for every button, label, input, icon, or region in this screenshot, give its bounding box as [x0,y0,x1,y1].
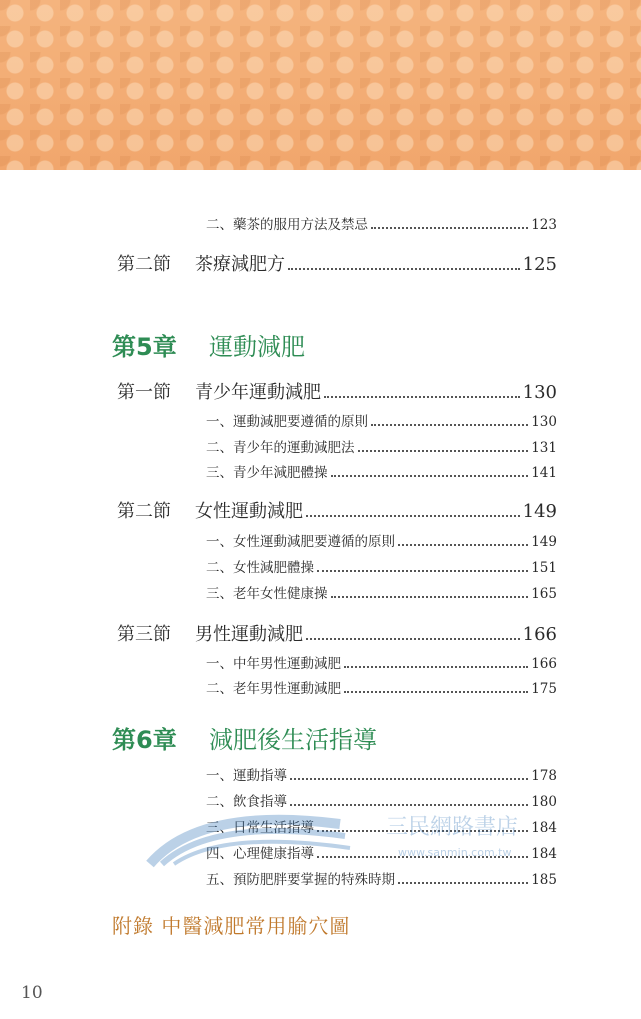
dot-leader [344,691,528,693]
toc-entry-page: 130 [531,414,557,430]
toc-section-entry[interactable] [117,497,557,523]
toc-entry-title: 二、女性減肥體操 [206,560,314,576]
dot-leader [306,515,520,517]
toc-entry-page: 185 [531,872,557,888]
toc-entry-title: 二、飲食指導 [206,794,287,810]
toc-entry-page: 131 [531,440,557,456]
section-title: 女性運動減肥 [195,501,303,522]
toc-entry-title: 一、運動指導 [206,768,287,784]
appendix-heading[interactable]: 附錄 中醫減肥常用腧穴圖 [112,914,351,938]
toc-entry-page: 180 [531,794,557,810]
section-page: 125 [522,254,557,275]
dot-leader [324,396,520,398]
dot-leader [358,450,529,452]
toc-entry[interactable] [206,213,557,233]
section-page: 166 [522,624,557,645]
dot-leader [371,227,528,229]
decorative-header-banner [0,0,641,170]
chapter-heading[interactable] [112,327,305,362]
toc-entry[interactable] [206,530,557,550]
dot-leader [398,544,528,546]
dot-leader [371,424,528,426]
chapter-title: 運動減肥 [209,333,305,361]
watermark-logo-icon [140,806,380,868]
toc-section-entry[interactable] [117,378,557,404]
toc-entry-title: 二、藥茶的服用方法及禁忌 [206,217,368,233]
toc-entry[interactable] [206,764,557,784]
page-number: 10 [21,983,43,1003]
section-page: 130 [522,382,557,403]
toc-entry-title: 二、青少年的運動減肥法 [206,440,355,456]
toc-entry[interactable] [206,868,557,888]
toc-entry-title: 三、老年女性健康操 [206,586,328,602]
toc-entry-title: 四、心理健康指導 [206,846,314,862]
dot-leader [317,570,528,572]
section-label: 第一節 [117,382,171,403]
toc-entry-title: 五、預防肥胖要掌握的特殊時期 [206,872,395,888]
toc-entry-title: 二、老年男性運動減肥 [206,681,341,697]
section-title: 茶療減肥方 [195,254,285,275]
toc-entry-title: 一、運動減肥要遵循的原則 [206,414,368,430]
toc-entry[interactable] [206,556,557,576]
toc-entry-page: 165 [531,586,557,602]
chapter-title: 減肥後生活指導 [209,726,377,754]
toc-entry-title: 一、中年男性運動減肥 [206,656,341,672]
dot-leader [306,638,520,640]
toc-entry-page: 123 [531,217,557,233]
dot-leader [398,882,528,884]
toc-entry-page: 141 [531,465,557,481]
section-label: 第二節 [117,254,171,275]
section-page: 149 [522,501,557,522]
toc-entry-page: 178 [531,768,557,784]
toc-entry[interactable] [206,582,557,602]
toc-entry[interactable] [206,461,557,481]
chapter-number: 第6章 [112,726,177,754]
chapter-number: 第5章 [112,333,177,361]
dot-leader [344,666,528,668]
toc-entry-page: 166 [531,656,557,672]
dot-leader [331,596,529,598]
chapter-heading[interactable] [112,720,377,755]
watermark [140,806,519,868]
section-title: 男性運動減肥 [195,624,303,645]
dot-leader [288,268,520,270]
toc-entry-title: 一、女性運動減肥要遵循的原則 [206,534,395,550]
watermark-url: www.sanmin.com.tw [398,846,512,859]
toc-entry-page: 184 [531,846,557,862]
dot-leader [331,475,529,477]
toc-entry-page: 151 [531,560,557,576]
toc-entry-title: 三、日常生活指導 [206,820,314,836]
toc-entry-title: 三、青少年減肥體操 [206,465,328,481]
section-title: 青少年運動減肥 [195,382,321,403]
toc-entry-page: 175 [531,681,557,697]
toc-entry[interactable] [206,677,557,697]
toc-entry[interactable] [206,652,557,672]
toc-section-entry[interactable] [117,620,557,646]
toc-entry[interactable] [206,410,557,430]
toc-entry-page: 149 [531,534,557,550]
toc-entry-page: 184 [531,820,557,836]
section-label: 第三節 [117,624,171,645]
dot-leader [290,778,528,780]
toc-entry[interactable] [206,436,557,456]
section-label: 第二節 [117,501,171,522]
toc-section-entry[interactable] [117,250,557,276]
watermark-text: 三民網路書店 [386,815,519,840]
